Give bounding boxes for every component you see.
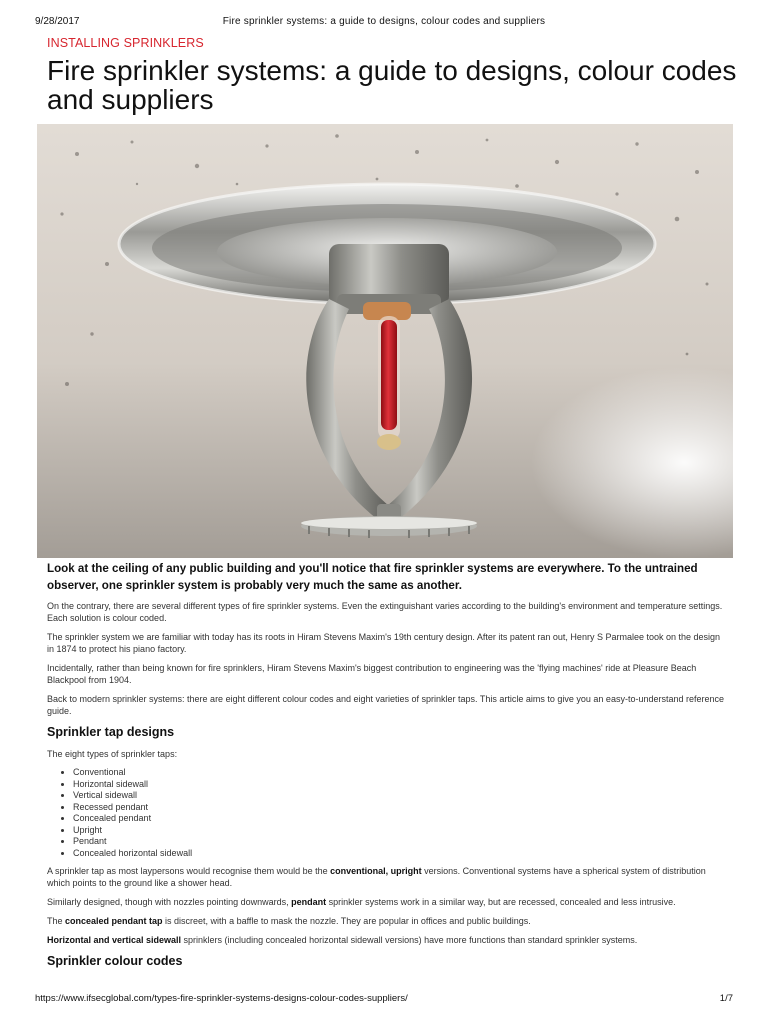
paragraph: [47, 865, 727, 889]
list-item: • Concealed pendant: [73, 813, 727, 825]
paragraph: On the contrary, there are several different types of fire sprinkler systems. Even the extinguishant varies according to the building's environment and temperature settings. Each solution is colour coded.: [47, 601, 723, 623]
text-run: sprinkler systems work in a similar way, but are recessed, concealed and less intrusive.: [326, 897, 676, 907]
paragraph: The sprinkler system we are familiar with today has its roots in Hiram Stevens Maxim's 19th century design. After its patent ran out, Henry S Parmalee took on the design in 1874 to protect his piano factory.: [47, 632, 721, 654]
text-run: sprinklers (including concealed horizontal sidewall versions) have more functions than standard sprinkler systems.: [181, 935, 638, 945]
text-run: Similarly designed, though with nozzles pointing downwards,: [47, 897, 292, 907]
text-run: versions. Conventional systems have a spherical system of distribution which points to the ground like a shower head.: [47, 866, 706, 888]
text-run: A sprinkler tap as most laypersons would recognise them would be the: [47, 866, 331, 876]
list-item: • Conventional: [73, 767, 727, 779]
list-item: • Recessed pendant: [73, 802, 727, 814]
print-header: [35, 16, 733, 30]
list-item: • Vertical sidewall: [73, 790, 727, 802]
text-run: The: [47, 916, 66, 926]
section-heading-colour-codes: Sprinkler colour codes: [47, 954, 183, 968]
paragraph: [47, 915, 727, 927]
bold-text: concealed pendant tap: [65, 916, 163, 926]
paragraph: Back to modern sprinkler systems: there are eight different colour codes and eight varieties of sprinkler taps. This article aims to give you an easy-to-understand reference guide.: [47, 694, 725, 716]
bold-text: Horizontal and vertical sidewall: [47, 935, 182, 945]
tap-types-list: [47, 767, 727, 859]
list-item: • Concealed horizontal sidewall: [73, 848, 727, 860]
page-number: 1/7: [719, 993, 733, 1004]
print-footer: [35, 993, 733, 1007]
list-item: • Horizontal sidewall: [73, 779, 727, 791]
article-body: [47, 560, 727, 977]
paragraph: Incidentally, rather than being known for fire sprinklers, Hiram Stevens Maxim's biggest contribution to engineering was the 'flying machines' ride at Pleasure Beach Blackpool from 1904.: [47, 663, 697, 685]
page-url[interactable]: https://www.ifsecglobal.com/types-fire-sprinkler-systems-designs-colour-codes-suppliers/: [35, 993, 408, 1004]
article-headline: Fire sprinkler systems: a guide to designs, colour codes and suppliers: [47, 55, 737, 115]
print-date: 9/28/2017: [35, 16, 80, 27]
sprinkler-photo: [37, 124, 733, 558]
paragraph: [47, 896, 727, 908]
section-heading-tap-designs: Sprinkler tap designs: [47, 725, 175, 739]
bold-text: conventional, upright: [330, 866, 422, 876]
category-link[interactable]: INSTALLING SPRINKLERS: [47, 36, 204, 50]
text-run: is discreet, with a baffle to mask the nozzle. They are popular in offices and public buildings.: [162, 916, 531, 926]
hero-image: [37, 124, 733, 558]
bold-text: pendant: [291, 897, 327, 907]
list-item: • Upright: [73, 825, 727, 837]
lead-paragraph: Look at the ceiling of any public building and you'll notice that fire sprinkler systems are everywhere. To the untrained observer, one sprinkler system is probably very much the same as another.: [47, 562, 698, 592]
list-item: • Pendant: [73, 836, 727, 848]
print-title: Fire sprinkler systems: a guide to designs, colour codes and suppliers: [222, 16, 546, 27]
list-intro: The eight types of sprinkler taps:: [47, 749, 178, 759]
paragraph: [47, 934, 727, 946]
